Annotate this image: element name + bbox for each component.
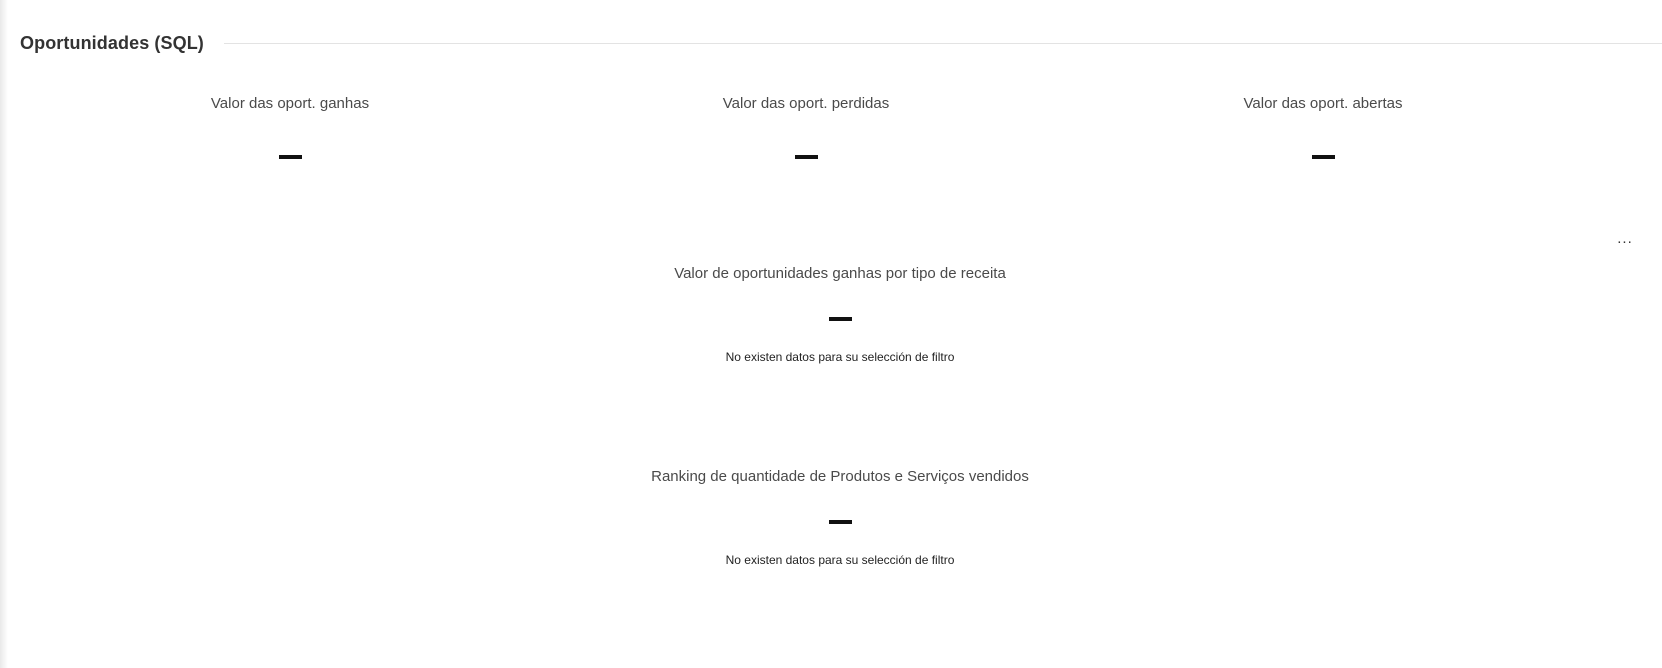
widget-empty-value-dash xyxy=(829,520,852,524)
kpi-won-opportunities[interactable] xyxy=(90,94,490,159)
panel-edge-shadow xyxy=(0,0,8,668)
widget-won-by-revenue-type[interactable] xyxy=(540,264,1140,365)
no-data-message: No existen datos para su selección de filtro xyxy=(725,553,955,567)
kpi-empty-value-dash xyxy=(279,155,302,159)
widget-empty-value-dash xyxy=(829,317,852,321)
section-title: Oportunidades (SQL) xyxy=(20,32,204,53)
kpi-label: Valor das oport. abertas xyxy=(1243,95,1403,112)
kpi-open-opportunities[interactable] xyxy=(1123,94,1523,159)
widget-products-services-ranking[interactable] xyxy=(540,467,1140,568)
no-data-message: No existen datos para su selección de filtro xyxy=(725,350,955,364)
widget-title: Valor de oportunidades ganhas por tipo de receita xyxy=(674,265,1006,282)
kpi-empty-value-dash xyxy=(795,155,818,159)
section-divider xyxy=(224,43,1662,44)
kpi-label: Valor das oport. ganhas xyxy=(210,95,370,112)
section-header xyxy=(20,30,1662,56)
kpi-lost-opportunities[interactable] xyxy=(606,94,1006,159)
kpi-label: Valor das oport. perdidas xyxy=(722,95,890,112)
kpi-empty-value-dash xyxy=(1312,155,1335,159)
widget-title: Ranking de quantidade de Produtos e Serviços vendidos xyxy=(651,468,1029,485)
more-options-icon[interactable]: ... xyxy=(1617,230,1633,247)
